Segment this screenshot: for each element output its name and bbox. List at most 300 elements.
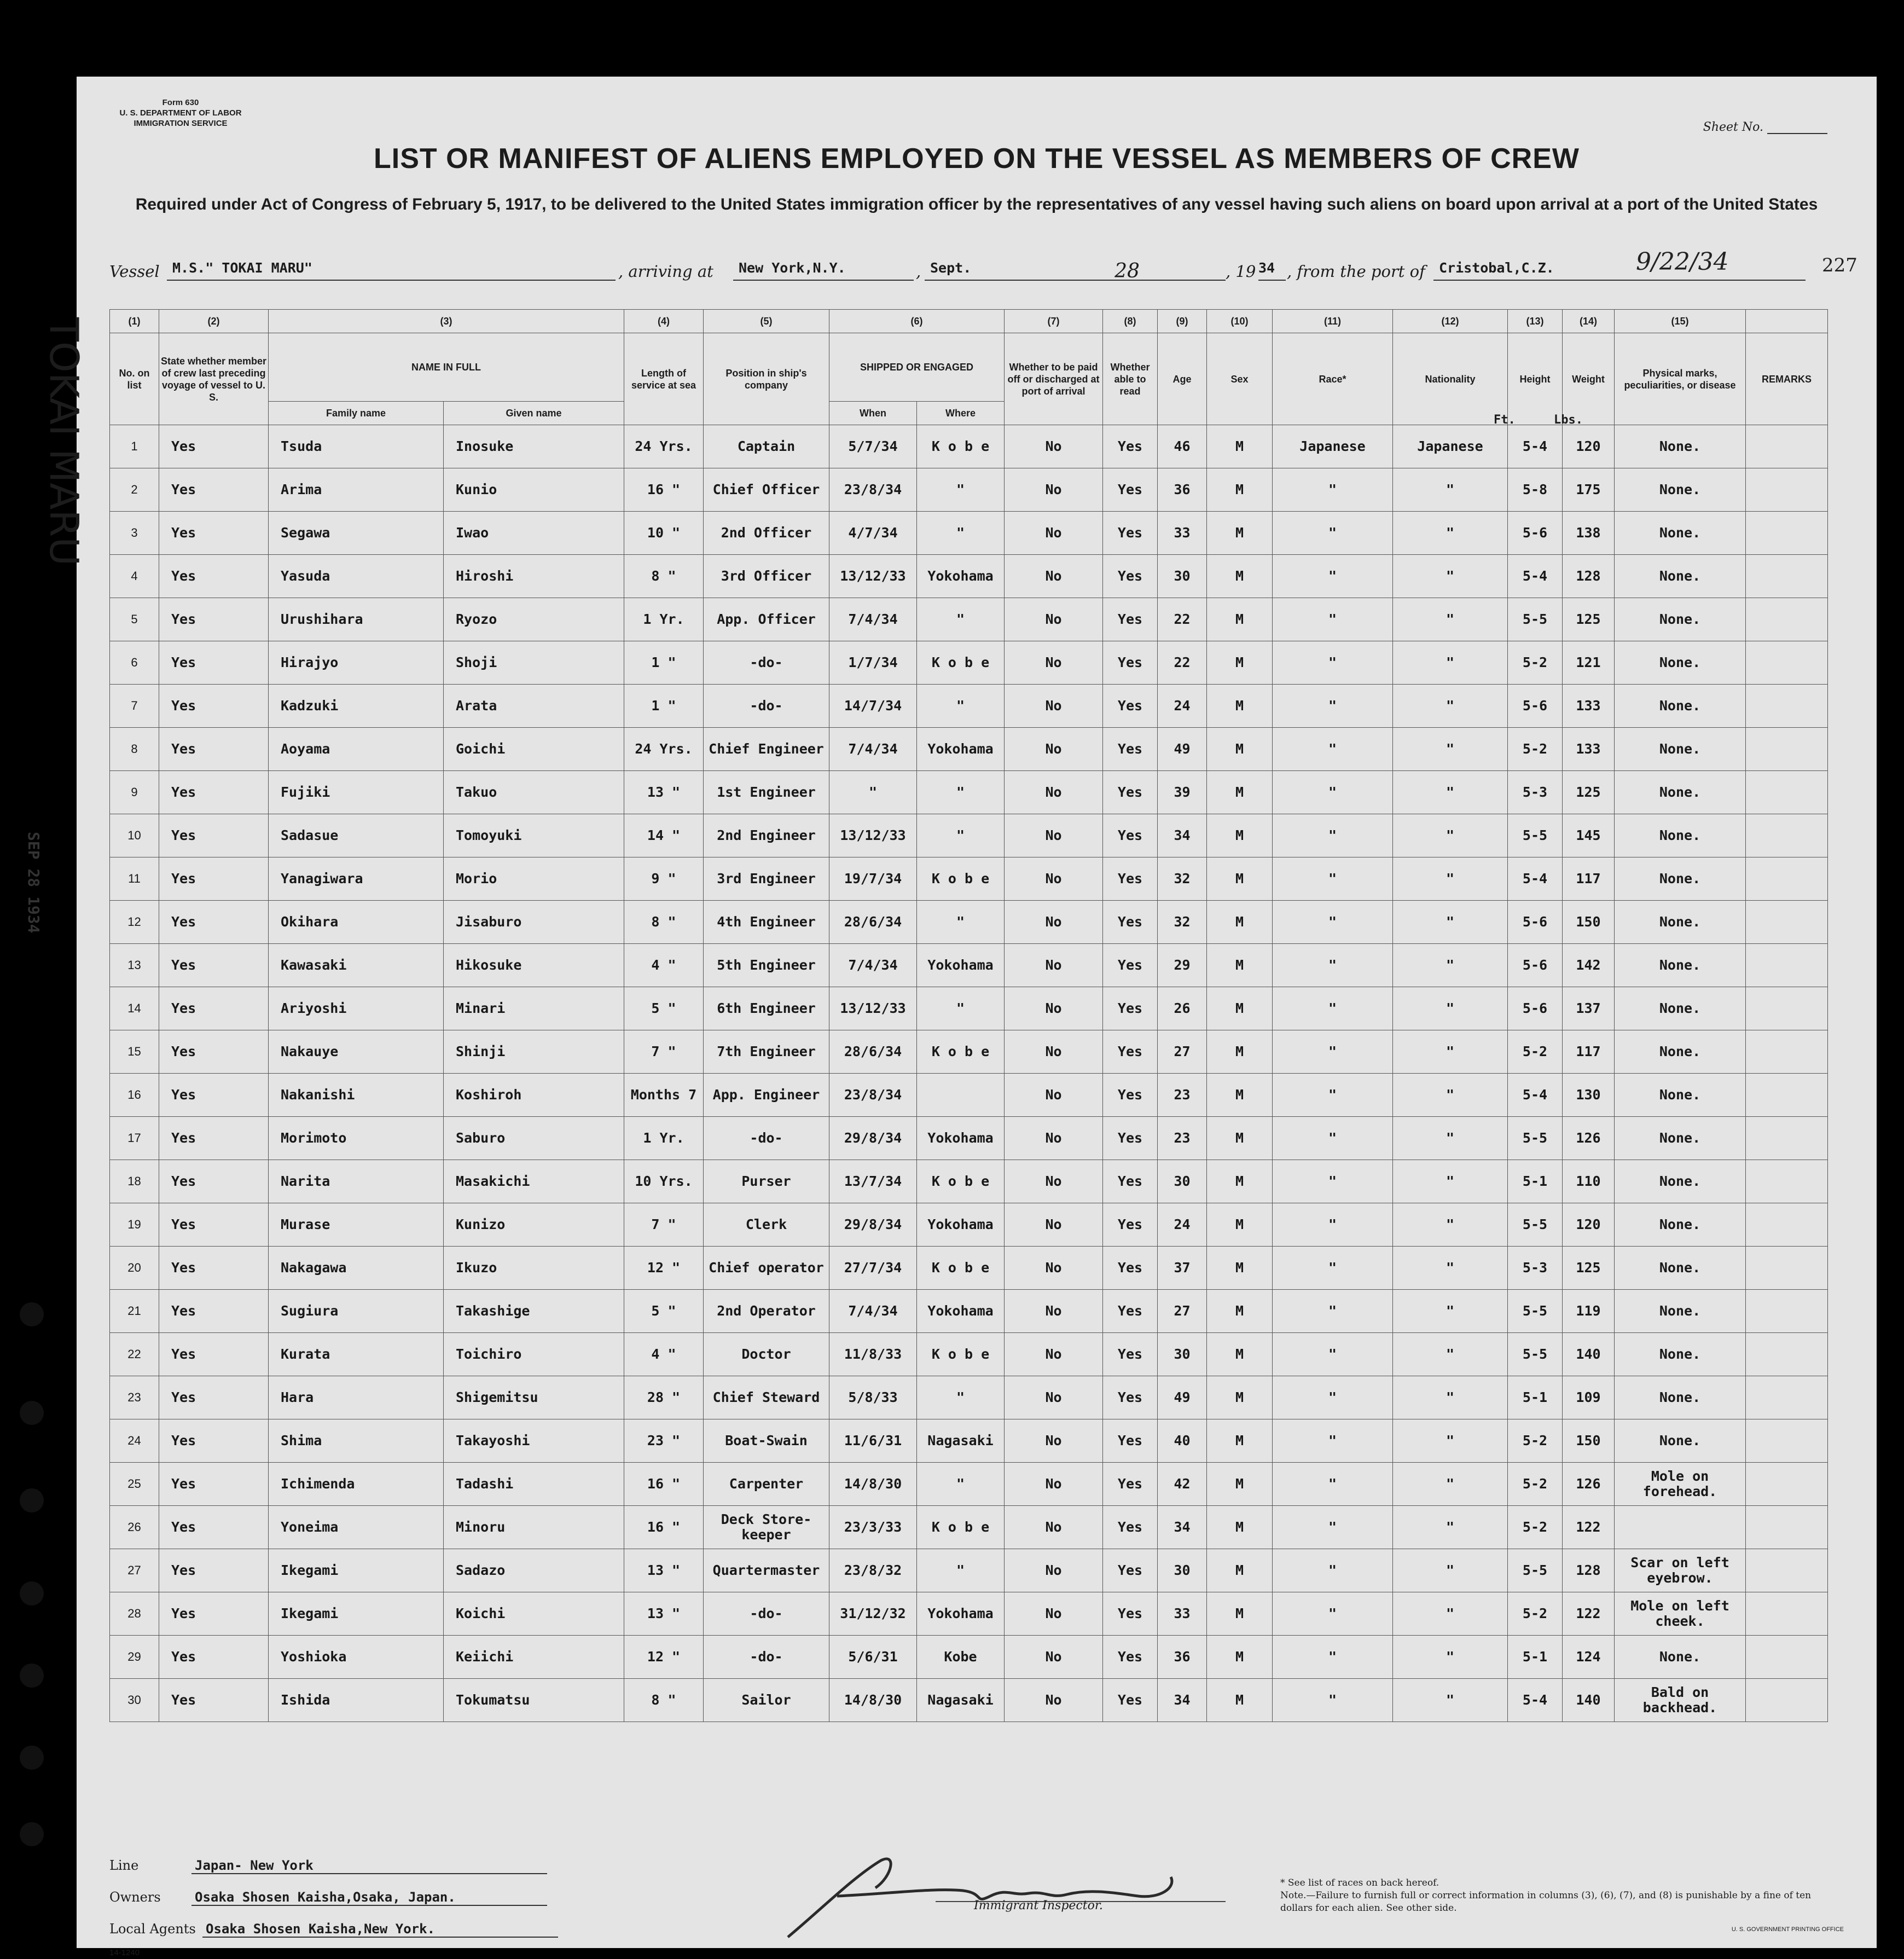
header-length-of-service: Length of service at sea <box>624 333 704 425</box>
age: 32 <box>1158 857 1207 901</box>
shipped-where: Yokohama <box>917 728 1005 771</box>
family-name: Narita <box>269 1160 444 1203</box>
table-row <box>110 1376 1828 1419</box>
weight: 145 <box>1563 814 1615 857</box>
nationality: " <box>1393 1030 1508 1074</box>
sheet-number-line <box>1767 123 1827 134</box>
able-to-read: Yes <box>1103 1549 1158 1592</box>
physical-marks: None. <box>1615 685 1746 728</box>
able-to-read: Yes <box>1103 685 1158 728</box>
given-name: Shinji <box>444 1030 624 1074</box>
shipped-where: " <box>917 1463 1005 1506</box>
header-given-name: Given name <box>444 402 624 425</box>
margin-stamp <box>12 306 87 966</box>
age: 29 <box>1158 944 1207 987</box>
race: " <box>1273 468 1393 512</box>
able-to-read: Yes <box>1103 555 1158 598</box>
length-of-service: 7 " <box>624 1030 704 1074</box>
age: 26 <box>1158 987 1207 1030</box>
col-num-2: (2) <box>159 310 269 333</box>
age: 30 <box>1158 555 1207 598</box>
given-name: Toichiro <box>444 1333 624 1376</box>
from-label: , from the port of <box>1287 262 1425 281</box>
margin-stamp-svg <box>12 306 87 963</box>
weight: 119 <box>1563 1290 1615 1333</box>
given-name: Minari <box>444 987 624 1030</box>
paid-off: No <box>1005 1592 1103 1636</box>
previous-voyage: Yes <box>159 685 269 728</box>
table-row <box>110 1679 1828 1722</box>
sex: M <box>1207 901 1273 944</box>
weight: 130 <box>1563 1074 1615 1117</box>
given-name: Kunio <box>444 468 624 512</box>
length-of-service: 12 " <box>624 1247 704 1290</box>
physical-marks: None. <box>1615 1333 1746 1376</box>
position: 7th Engineer <box>704 1030 829 1074</box>
shipped-where: Yokohama <box>917 1290 1005 1333</box>
remarks <box>1746 685 1828 728</box>
race: " <box>1273 685 1393 728</box>
shipped-when: 5/6/31 <box>829 1636 917 1679</box>
table-row <box>110 901 1828 944</box>
physical-marks: None. <box>1615 641 1746 685</box>
table-row <box>110 1160 1828 1203</box>
age: 27 <box>1158 1290 1207 1333</box>
length-of-service: 7 " <box>624 1203 704 1247</box>
col-num-8: (8) <box>1103 310 1158 333</box>
header-shipped-or-engaged: SHIPPED OR ENGAGED <box>829 333 1005 402</box>
manifest-grid <box>109 309 1827 1852</box>
remarks <box>1746 598 1828 641</box>
paid-off: No <box>1005 1506 1103 1549</box>
col-num-remarks <box>1746 310 1828 333</box>
position: -do- <box>704 1117 829 1160</box>
physical-marks: None. <box>1615 814 1746 857</box>
shipped-when: 29/8/34 <box>829 1203 917 1247</box>
given-name: Jisaburo <box>444 901 624 944</box>
header-when: When <box>829 402 917 425</box>
given-name: Iwao <box>444 512 624 555</box>
weight: 128 <box>1563 1549 1615 1592</box>
arrival-day: 28 <box>1023 260 1226 281</box>
shipped-where: K o b e <box>917 425 1005 468</box>
height: 5-2 <box>1508 641 1563 685</box>
physical-marks: None. <box>1615 987 1746 1030</box>
shipped-where: Yokohama <box>917 555 1005 598</box>
given-name: Keiichi <box>444 1636 624 1679</box>
nationality: " <box>1393 857 1508 901</box>
nationality: " <box>1393 1549 1508 1592</box>
height: 5-5 <box>1508 598 1563 641</box>
length-of-service: 1 " <box>624 641 704 685</box>
inspector-signature <box>755 1844 1247 1948</box>
height: 5-6 <box>1508 685 1563 728</box>
sex: M <box>1207 1160 1273 1203</box>
paid-off: No <box>1005 1203 1103 1247</box>
row-number: 3 <box>110 512 159 555</box>
row-number: 25 <box>110 1463 159 1506</box>
length-of-service: 4 " <box>624 944 704 987</box>
height: 5-6 <box>1508 944 1563 987</box>
previous-voyage: Yes <box>159 1679 269 1722</box>
col-num-6: (6) <box>829 310 1005 333</box>
row-number: 1 <box>110 425 159 468</box>
race: " <box>1273 1290 1393 1333</box>
given-name: Goichi <box>444 728 624 771</box>
header-physical-marks: Physical marks, peculiarities, or disease <box>1615 333 1746 425</box>
given-name: Ryozo <box>444 598 624 641</box>
remarks <box>1746 1549 1828 1592</box>
remarks <box>1746 1419 1828 1463</box>
table-row <box>110 1074 1828 1117</box>
previous-voyage: Yes <box>159 1074 269 1117</box>
height: 5-2 <box>1508 728 1563 771</box>
previous-voyage: Yes <box>159 1592 269 1636</box>
nationality: " <box>1393 641 1508 685</box>
previous-voyage: Yes <box>159 771 269 814</box>
paid-off: No <box>1005 771 1103 814</box>
family-name: Ishida <box>269 1679 444 1722</box>
height: 5-2 <box>1508 1506 1563 1549</box>
family-name: Murase <box>269 1203 444 1247</box>
vessel-line <box>109 248 1857 287</box>
previous-voyage: Yes <box>159 1419 269 1463</box>
sheet-number <box>1703 120 1827 134</box>
sex: M <box>1207 468 1273 512</box>
given-name: Morio <box>444 857 624 901</box>
length-of-service: 10 " <box>624 512 704 555</box>
col-num-15: (15) <box>1615 310 1746 333</box>
shipped-when: 7/4/34 <box>829 944 917 987</box>
paid-off: No <box>1005 944 1103 987</box>
race: " <box>1273 512 1393 555</box>
shipped-where <box>917 1074 1005 1117</box>
length-of-service: 16 " <box>624 468 704 512</box>
sex: M <box>1207 1203 1273 1247</box>
header-paid-off: Whether to be paid off or discharged at port of arrival <box>1005 333 1103 425</box>
weight: 125 <box>1563 1247 1615 1290</box>
physical-marks: None. <box>1615 1636 1746 1679</box>
header-weight: Weight <box>1563 333 1615 425</box>
table-row <box>110 641 1828 685</box>
length-of-service: 5 " <box>624 1290 704 1333</box>
row-number: 15 <box>110 1030 159 1074</box>
able-to-read: Yes <box>1103 1117 1158 1160</box>
sex: M <box>1207 771 1273 814</box>
height: 5-6 <box>1508 987 1563 1030</box>
shipped-where: K o b e <box>917 857 1005 901</box>
nationality: " <box>1393 1636 1508 1679</box>
shipped-where: K o b e <box>917 1333 1005 1376</box>
remarks <box>1746 425 1828 468</box>
weight: 140 <box>1563 1333 1615 1376</box>
shipped-where: Kobe <box>917 1636 1005 1679</box>
family-name: Ariyoshi <box>269 987 444 1030</box>
sex: M <box>1207 598 1273 641</box>
table-row <box>110 771 1828 814</box>
length-of-service: Months 7 <box>624 1074 704 1117</box>
shipped-when: 23/3/33 <box>829 1506 917 1549</box>
paid-off: No <box>1005 1679 1103 1722</box>
sex: M <box>1207 685 1273 728</box>
sex: M <box>1207 1463 1273 1506</box>
able-to-read: Yes <box>1103 1419 1158 1463</box>
able-to-read: Yes <box>1103 771 1158 814</box>
service-name: IMMIGRATION SERVICE <box>133 119 228 128</box>
given-name: Hikosuke <box>444 944 624 987</box>
race: " <box>1273 598 1393 641</box>
shipped-where: K o b e <box>917 1506 1005 1549</box>
paid-off: No <box>1005 901 1103 944</box>
remarks <box>1746 1247 1828 1290</box>
shipped-when: 19/7/34 <box>829 857 917 901</box>
paid-off: No <box>1005 1333 1103 1376</box>
weight: 128 <box>1563 555 1615 598</box>
nationality: " <box>1393 555 1508 598</box>
row-number: 4 <box>110 555 159 598</box>
col-num-10: (10) <box>1207 310 1273 333</box>
shipped-where: K o b e <box>917 1030 1005 1074</box>
previous-voyage: Yes <box>159 1290 269 1333</box>
position: 3rd Engineer <box>704 857 829 901</box>
position: App. Officer <box>704 598 829 641</box>
race: " <box>1273 1463 1393 1506</box>
remarks <box>1746 641 1828 685</box>
nationality: " <box>1393 728 1508 771</box>
previous-voyage: Yes <box>159 857 269 901</box>
height: 5-2 <box>1508 1592 1563 1636</box>
family-name: Tsuda <box>269 425 444 468</box>
remarks <box>1746 1592 1828 1636</box>
length-of-service: 13 " <box>624 771 704 814</box>
shipped-when: 14/7/34 <box>829 685 917 728</box>
shipped-when: 28/6/34 <box>829 901 917 944</box>
table-row <box>110 1592 1828 1636</box>
nationality: " <box>1393 901 1508 944</box>
height: 5-5 <box>1508 1203 1563 1247</box>
nationality: " <box>1393 1247 1508 1290</box>
physical-marks: None. <box>1615 555 1746 598</box>
given-name: Sadazo <box>444 1549 624 1592</box>
family-name: Okihara <box>269 901 444 944</box>
family-name: Hara <box>269 1376 444 1419</box>
punch-hole <box>20 1664 44 1688</box>
weight: 138 <box>1563 512 1615 555</box>
remarks <box>1746 555 1828 598</box>
family-name: Kurata <box>269 1333 444 1376</box>
nationality: " <box>1393 512 1508 555</box>
race: " <box>1273 1419 1393 1463</box>
sex: M <box>1207 1247 1273 1290</box>
remarks <box>1746 771 1828 814</box>
age: 49 <box>1158 728 1207 771</box>
table-row <box>110 1419 1828 1463</box>
row-number: 22 <box>110 1333 159 1376</box>
nationality: Japanese <box>1393 425 1508 468</box>
family-name: Nakagawa <box>269 1247 444 1290</box>
weight: 109 <box>1563 1376 1615 1419</box>
sex: M <box>1207 1376 1273 1419</box>
arrival-month: Sept. <box>925 260 1023 281</box>
paid-off: No <box>1005 1376 1103 1419</box>
length-of-service: 8 " <box>624 555 704 598</box>
table-row <box>110 425 1828 468</box>
paid-off: No <box>1005 1030 1103 1074</box>
physical-marks: None. <box>1615 944 1746 987</box>
race: " <box>1273 728 1393 771</box>
sex: M <box>1207 1549 1273 1592</box>
sex: M <box>1207 1506 1273 1549</box>
age: 42 <box>1158 1463 1207 1506</box>
shipped-when: 23/8/34 <box>829 1074 917 1117</box>
age: 24 <box>1158 1203 1207 1247</box>
physical-marks: None. <box>1615 512 1746 555</box>
line-value: Japan- New York <box>191 1858 547 1874</box>
previous-voyage: Yes <box>159 598 269 641</box>
nationality: " <box>1393 1463 1508 1506</box>
family-name: Ikegami <box>269 1592 444 1636</box>
remarks <box>1746 512 1828 555</box>
age: 23 <box>1158 1117 1207 1160</box>
able-to-read: Yes <box>1103 1463 1158 1506</box>
sex: M <box>1207 987 1273 1030</box>
race: " <box>1273 1679 1393 1722</box>
table-row <box>110 1506 1828 1549</box>
weight: 125 <box>1563 598 1615 641</box>
race: " <box>1273 641 1393 685</box>
height: 5-3 <box>1508 771 1563 814</box>
height: 5-4 <box>1508 857 1563 901</box>
position: 4th Engineer <box>704 901 829 944</box>
department-name: U. S. DEPARTMENT OF LABOR <box>119 108 242 118</box>
weight: 133 <box>1563 728 1615 771</box>
position: 2nd Operator <box>704 1290 829 1333</box>
paid-off: No <box>1005 1549 1103 1592</box>
row-number: 26 <box>110 1506 159 1549</box>
weight: 150 <box>1563 1419 1615 1463</box>
manifest-rows <box>110 425 1828 1722</box>
form-number: Form 630 <box>162 98 199 107</box>
physical-marks <box>1615 1506 1746 1549</box>
race: " <box>1273 1117 1393 1160</box>
col-num-1: (1) <box>110 310 159 333</box>
position: Sailor <box>704 1679 829 1722</box>
nationality: " <box>1393 1074 1508 1117</box>
column-number-row <box>110 310 1828 333</box>
shipped-where: " <box>917 901 1005 944</box>
table-row <box>110 1463 1828 1506</box>
race: " <box>1273 857 1393 901</box>
shipped-when: 11/8/33 <box>829 1333 917 1376</box>
remarks <box>1746 1074 1828 1117</box>
previous-voyage: Yes <box>159 641 269 685</box>
punch-hole <box>20 1401 44 1425</box>
previous-voyage: Yes <box>159 512 269 555</box>
given-name: Masakichi <box>444 1160 624 1203</box>
weight: 121 <box>1563 641 1615 685</box>
shipped-when: " <box>829 771 917 814</box>
paid-off: No <box>1005 857 1103 901</box>
shipped-when: 23/8/34 <box>829 468 917 512</box>
col-num-14: (14) <box>1563 310 1615 333</box>
age: 33 <box>1158 1592 1207 1636</box>
sex: M <box>1207 1074 1273 1117</box>
physical-marks: None. <box>1615 1030 1746 1074</box>
table-row <box>110 1247 1828 1290</box>
age: 36 <box>1158 1636 1207 1679</box>
able-to-read: Yes <box>1103 1290 1158 1333</box>
row-number: 29 <box>110 1636 159 1679</box>
col-num-11: (11) <box>1273 310 1393 333</box>
header-height: Height <box>1508 333 1563 425</box>
departure-port: Cristobal,C.Z. <box>1433 260 1806 281</box>
sex: M <box>1207 1030 1273 1074</box>
able-to-read: Yes <box>1103 857 1158 901</box>
row-number: 13 <box>110 944 159 987</box>
table-row <box>110 685 1828 728</box>
family-name: Yanagiwara <box>269 857 444 901</box>
position: 2nd Officer <box>704 512 829 555</box>
paid-off: No <box>1005 1290 1103 1333</box>
row-number: 18 <box>110 1160 159 1203</box>
nationality: " <box>1393 944 1508 987</box>
given-name: Arata <box>444 685 624 728</box>
given-name: Koshiroh <box>444 1074 624 1117</box>
position: Deck Store-keeper <box>704 1506 829 1549</box>
row-number: 7 <box>110 685 159 728</box>
paid-off: No <box>1005 1117 1103 1160</box>
note-penalty: Note.—Failure to furnish full or correct information in columns (3), (6), (7), and (8) is punishable by a fine of ten dollars for each alien. See other side. <box>1280 1890 1812 1914</box>
previous-voyage: Yes <box>159 1160 269 1203</box>
year-prefix: , 19 <box>1226 262 1256 281</box>
table-row <box>110 728 1828 771</box>
paid-off: No <box>1005 1463 1103 1506</box>
note-races: * See list of races on back hereof. <box>1280 1877 1439 1888</box>
weight: 122 <box>1563 1592 1615 1636</box>
row-number: 10 <box>110 814 159 857</box>
race: " <box>1273 901 1393 944</box>
shipped-when: 1/7/34 <box>829 641 917 685</box>
shipped-where: K o b e <box>917 641 1005 685</box>
nationality: " <box>1393 1160 1508 1203</box>
height: 5-4 <box>1508 425 1563 468</box>
length-of-service: 8 " <box>624 901 704 944</box>
paid-off: No <box>1005 598 1103 641</box>
col-num-4: (4) <box>624 310 704 333</box>
nationality: " <box>1393 1117 1508 1160</box>
table-row <box>110 944 1828 987</box>
height: 5-5 <box>1508 1333 1563 1376</box>
physical-marks: None. <box>1615 1247 1746 1290</box>
paid-off: No <box>1005 1636 1103 1679</box>
punch-hole <box>20 1822 44 1846</box>
row-number: 27 <box>110 1549 159 1592</box>
row-number: 24 <box>110 1419 159 1463</box>
shipped-where: Yokohama <box>917 1117 1005 1160</box>
nationality: " <box>1393 1592 1508 1636</box>
position: -do- <box>704 641 829 685</box>
physical-marks: Bald on backhead. <box>1615 1679 1746 1722</box>
height: 5-4 <box>1508 1679 1563 1722</box>
remarks <box>1746 728 1828 771</box>
weight: 120 <box>1563 1203 1615 1247</box>
agents-value: Osaka Shosen Kaisha,New York. <box>202 1921 558 1938</box>
previous-voyage: Yes <box>159 468 269 512</box>
age: 22 <box>1158 641 1207 685</box>
sex: M <box>1207 1333 1273 1376</box>
table-row <box>110 1117 1828 1160</box>
table-row <box>110 1636 1828 1679</box>
